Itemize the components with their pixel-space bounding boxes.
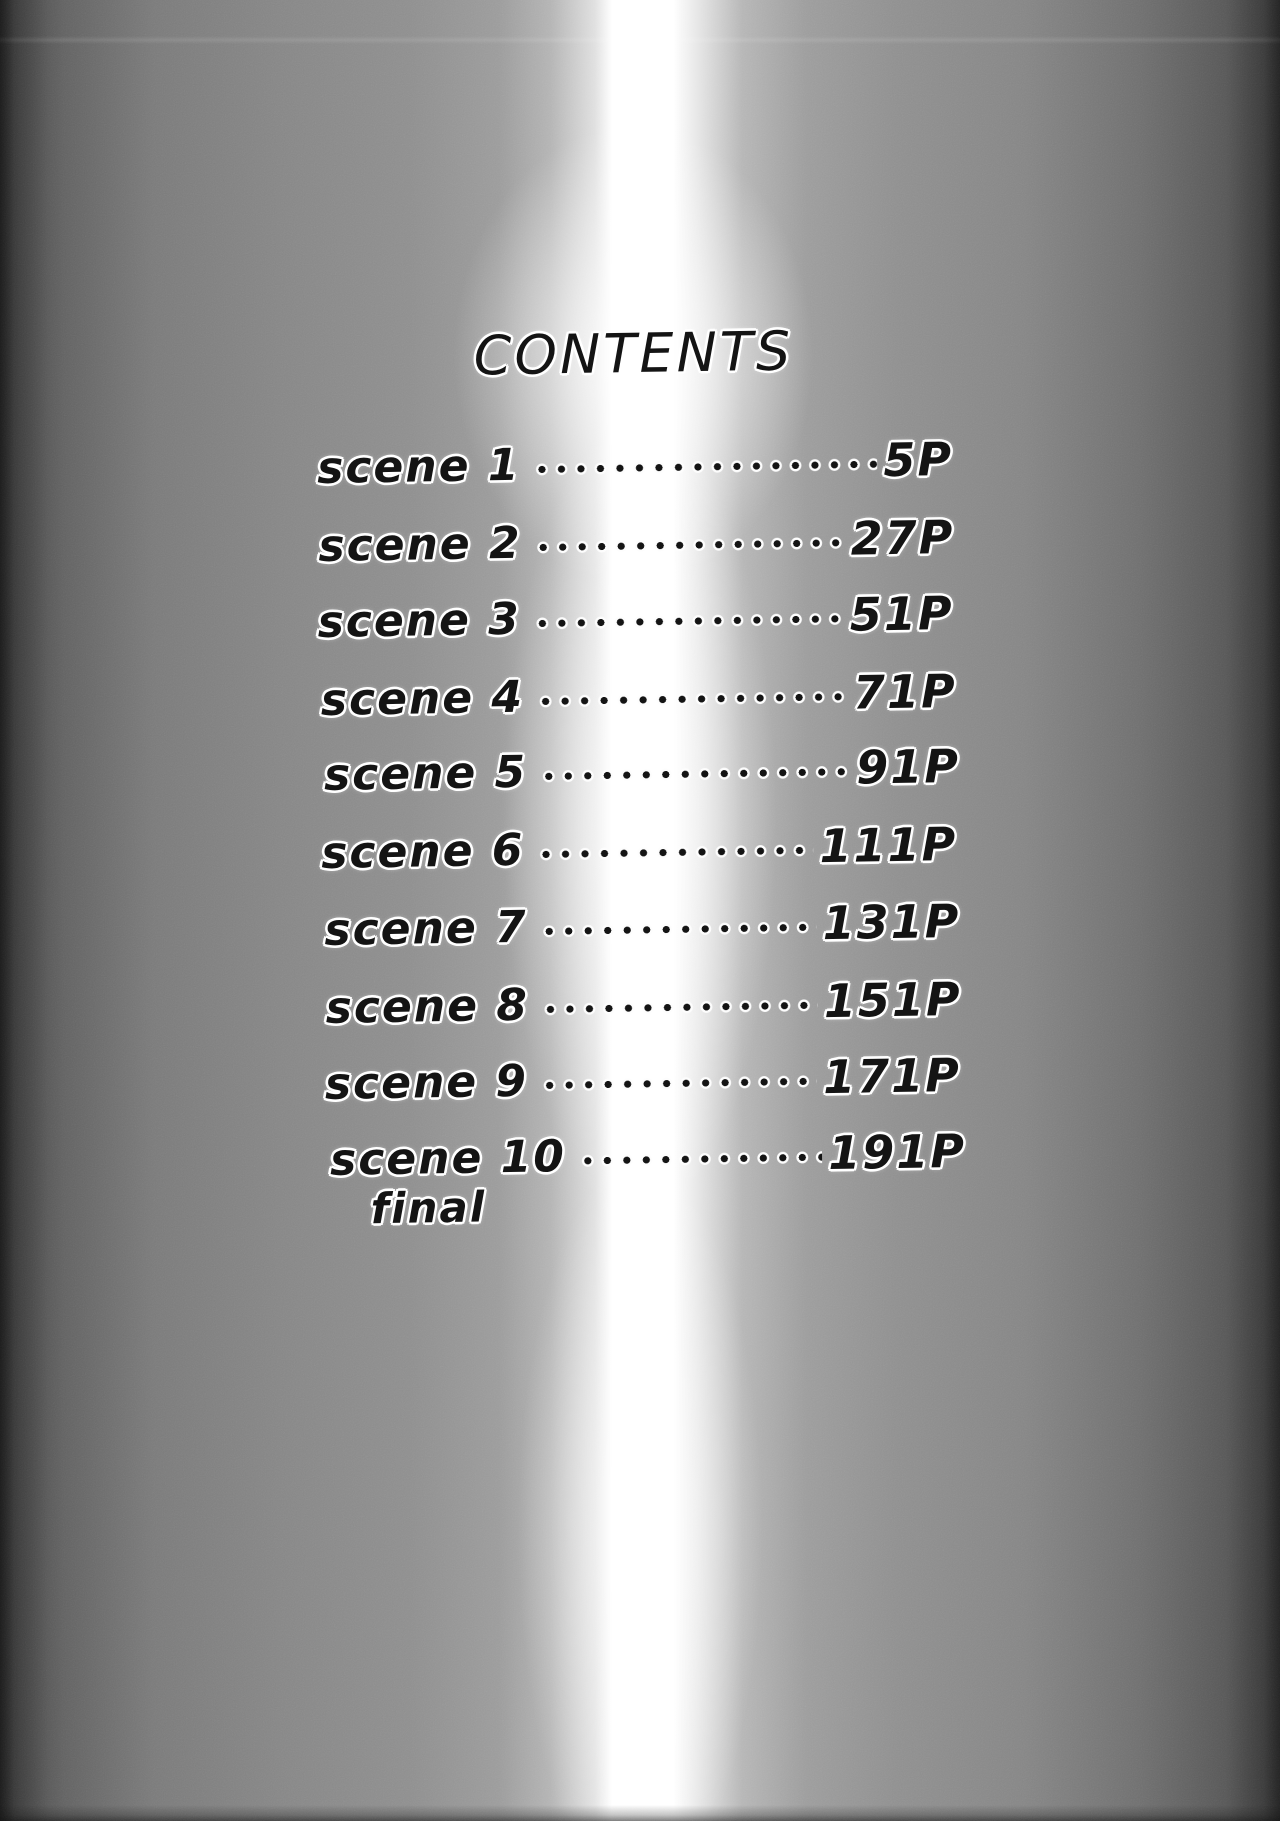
page-title: CONTENTS xyxy=(473,319,794,388)
page-number: 51P xyxy=(849,586,954,642)
toc-entry-line xyxy=(317,586,954,650)
toc-entry-line xyxy=(320,664,957,728)
dot-leader xyxy=(539,741,851,800)
scene-label: scene 4 xyxy=(320,671,525,726)
scene-label: scene 6 xyxy=(320,824,525,879)
page-number: 131P xyxy=(822,893,961,951)
page-number: 191P xyxy=(827,1123,967,1181)
toc-list xyxy=(316,431,967,1234)
dot-leader xyxy=(536,666,848,725)
page-number: 5P xyxy=(882,431,954,488)
toc-entry xyxy=(320,663,957,750)
scene-label: scene 9 xyxy=(324,1055,529,1110)
toc-entry-line xyxy=(324,739,961,803)
toc-entry-line xyxy=(324,894,961,958)
toc-entry xyxy=(320,816,960,904)
dot-leader xyxy=(536,819,814,877)
dot-leader xyxy=(540,1050,818,1108)
table-of-contents xyxy=(315,319,967,1234)
toc-entry xyxy=(317,432,954,519)
dot-leader xyxy=(532,588,844,647)
scene-label: scene 10 xyxy=(329,1131,567,1186)
dot-leader xyxy=(532,433,878,492)
toc-entry xyxy=(322,740,959,827)
scene-label: scene 1 xyxy=(316,439,521,494)
toc-entry-line xyxy=(318,510,955,574)
toc-entry xyxy=(328,1123,967,1234)
page-number: 27P xyxy=(850,509,955,566)
dot-leader xyxy=(533,512,845,571)
toc-entry xyxy=(318,509,955,596)
dot-leader xyxy=(539,896,817,954)
page-number: 71P xyxy=(852,663,958,720)
scene-label: scene 7 xyxy=(324,901,529,956)
scene-label: scene 3 xyxy=(317,593,522,648)
final-subtitle: final xyxy=(370,1182,487,1234)
scene-label: scene 2 xyxy=(318,517,523,572)
toc-entry xyxy=(324,894,961,981)
toc-entry xyxy=(325,971,962,1058)
toc-entry xyxy=(319,586,956,673)
toc-entry-line xyxy=(324,1048,961,1112)
page-number: 151P xyxy=(823,971,963,1029)
dot-leader xyxy=(577,1126,822,1184)
scene-label: scene 5 xyxy=(323,746,528,801)
page-number: 91P xyxy=(855,738,961,795)
toc-entry-line xyxy=(317,432,954,496)
page-number: 111P xyxy=(819,816,958,874)
toc-entry-line xyxy=(330,1124,967,1188)
toc-entry-line xyxy=(325,972,962,1036)
toc-entry xyxy=(326,1048,963,1135)
dot-leader xyxy=(540,974,818,1032)
toc-entry-line xyxy=(321,817,958,881)
scene-label: scene 8 xyxy=(325,979,530,1034)
page-number: 171P xyxy=(822,1047,962,1105)
